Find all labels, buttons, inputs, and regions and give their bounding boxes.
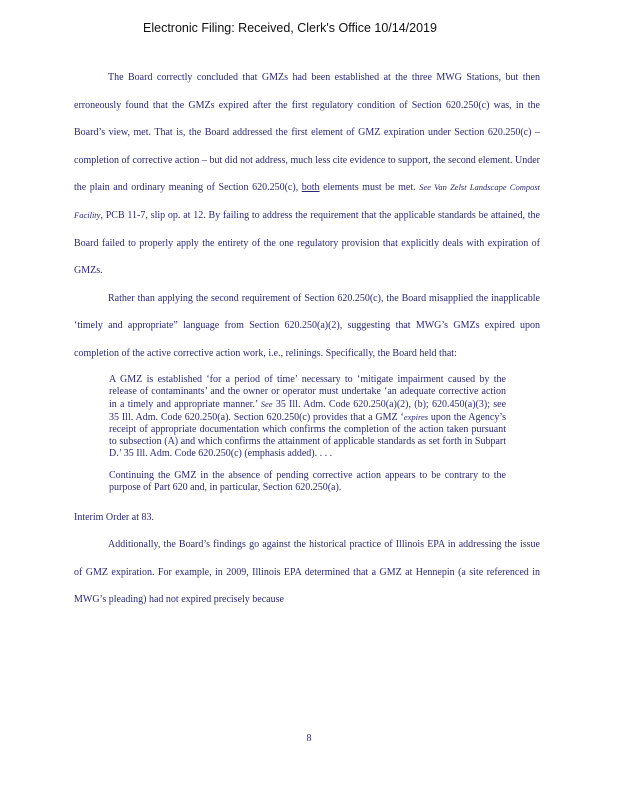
citation-interim-order: Interim Order at 83. bbox=[74, 511, 154, 523]
paragraph-gmz-expiration: The Board correctly concluded that GMZs had been established at the three MWG Stations, but then erroneously found that the GMZs expired after the first regulatory condition of Section 620.250(c) was, in the Board’s view, met. That is, the Board addressed the first element of GMZ expiration under Section 620.250(c) – completion of corrective action – but did not address, much less cite evidence to support, the second element. Under the plain and ordinary meaning of Section 620.250(c), both elements must be met. See Van Zelst Landscape Compost Facility, PCB 11-7, slip op. at 12. By failing to address the requirement that the applicable standards be attained, the Board failed to properly apply the entirety of the one regulatory provision that explicitly deals with expiration of GMZs. bbox=[74, 72, 540, 277]
emphasis-both: both bbox=[301, 182, 320, 194]
electronic-filing-stamp: Electronic Filing: Received, Clerk's Office 10/14/2019 bbox=[143, 21, 437, 35]
block-quote-1: A GMZ is established ‘for a period of time’ necessary to ‘mitigate impairment caused by the release of contaminants’ and the owner or operator must undertake ‘an adequate corrective action in a timely and appropriate manner.’ See 35 Ill. Adm. Code 620.250(a)(2), (b); 620.450(a)(3); see 35 Ill. Adm. Code 620.250(a). Section 620.250(c) provides that a GMZ ‘expires upon the Agency’s receipt of appropriate documentation which confirms the completion of the action taken pursuant to subsection (A) and which confirms the attainment of applicable standards as set forth in Subpart D.’ 35 Ill. Adm. Code 620.250(c) (emphasis added). . . . bbox=[109, 373, 507, 459]
block-quote-2: Continuing the GMZ in the absence of pending corrective action appears to be contrary to the purpose of Part 620 and, in particular, Section 620.250(a). bbox=[109, 469, 506, 493]
document-body bbox=[74, 64, 540, 614]
page-number: 8 bbox=[306, 733, 312, 744]
paragraph-historical-practice: Additionally, the Board’s findings go against the historical practice of Illinois EPA in addressing the issue of GMZ expiration. For example, in 2009, Illinois EPA determined that a GMZ at Hennepin (a site referenced in MWG’s pleading) had not expired precisely because bbox=[74, 539, 540, 606]
paragraph-misapplied-language: Rather than applying the second requirement of Section 620.250(c), the Board misapplied the inapplicable ‘timely and appropriate” language from Section 620.250(a)(2), suggesting that MWG’s GMZs expired upon completion of the active corrective action work, i.e., relinings. Specifically, the Board held that: bbox=[74, 292, 540, 359]
case-citation: See Van Zelst Landscape Compost Facility bbox=[74, 182, 540, 220]
